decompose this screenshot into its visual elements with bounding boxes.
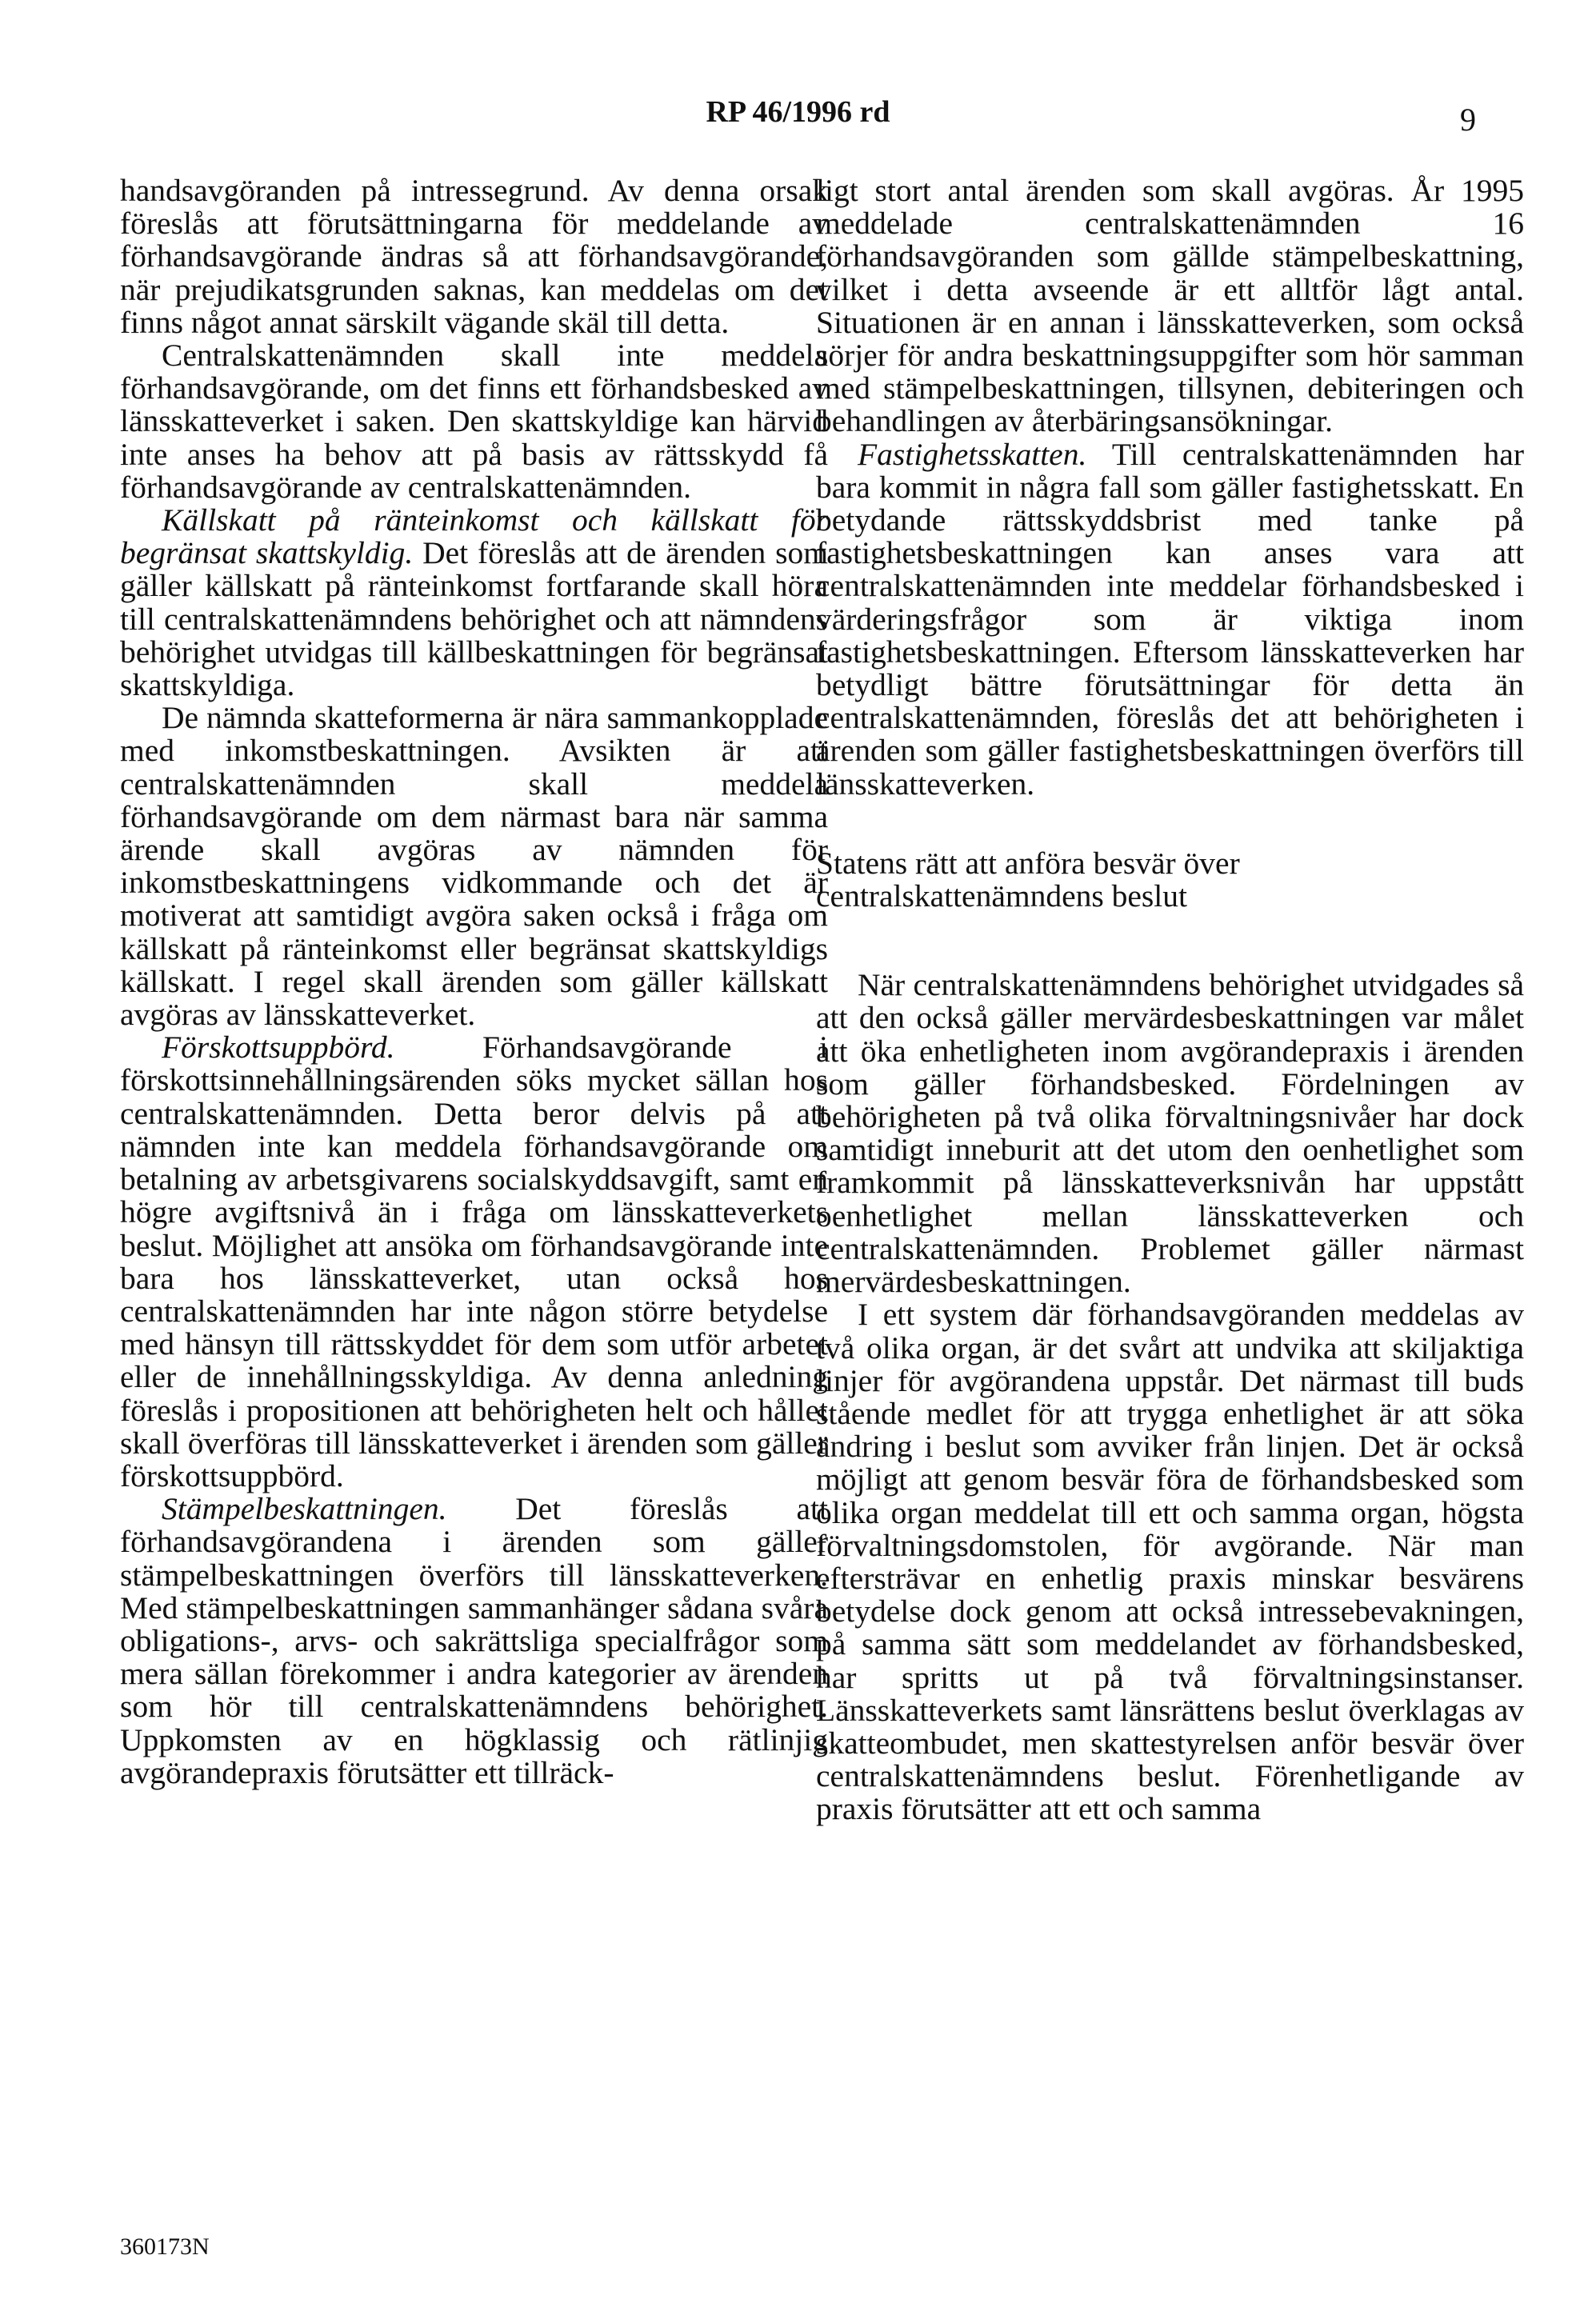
paragraph: Centralskattenämnden skall inte meddela förhandsavgörande, om det finns ett förhandsbesked av länsskatteverket i saken. Den skattskyldige kan härvid inte anses ha behov att på basis av rättsskydd få förhandsavgörande av centralskattenämnden. bbox=[120, 338, 828, 505]
paragraph-body: Förhandsavgörande i förskottsinnehållningsärenden söks mycket sällan hos centralskattenämnden. Detta beror delvis på att nämnden inte kan meddela förhandsavgörande om betalning av arbetsgivarens socialskyddsavgift, samt en högre avgiftsnivå än i fråga om länsskatteverkets beslut. Möjlighet att ansöka om förhandsavgörande inte bara hos länsskatteverket, utan också hos centralskattenämnden har inte någon större betydelse med hänsyn till rättsskyddet för dem som utför arbetet eller de innehållningsskyldiga. Av denna anledning föreslås i propositionen att behörigheten helt och hållet skall överföras till länsskatteverket i ärenden som gäller förskottsuppbörd. bbox=[120, 1030, 828, 1493]
left-column bbox=[120, 174, 828, 1789]
paragraph: handsavgöranden på intressegrund. Av denna orsak föreslås att förutsättningarna för meddelande av förhandsavgörande ändras så att förhandsavgörande, när prejudikatsgrunden saknas, kan meddelas om det finns något annat särskilt vägande skäl till detta. bbox=[120, 173, 828, 340]
section-heading: Statens rätt att anföra besvär över centralskattenämndens beslut bbox=[816, 845, 1240, 914]
paragraph: När centralskattenämndens behörighet utvidgades så att den också gäller mervärdesbeskattningen var målet att öka enhetligheten inom avgörandepraxis i ärenden som gäller förhandsbesked. Fördelningen av behörigheten på två olika förvaltningsnivåer har dock samtidigt inneburit att det utom den oenhetlighet som framkommit på länsskatteverksnivån har uppstått oenhetlighet mellan länsskatteverken och centralskattenämnden. Problemet gäller närmast mervärdesbeskattningen. bbox=[816, 967, 1524, 1300]
paragraph: I ett system där förhandsavgöranden meddelas av två olika organ, är det svårt att undvika att skiljaktiga linjer för avgörandena uppstår. Det närmast till buds stående medlet för att trygga enhetlighet är att söka ändring i beslut som avviker från linjen. Det är också möjligt att genom besvär föra de förhandsbesked som olika organ meddelat till ett och samma organ, högsta förvaltningsdomstolen, för avgörande. När man eftersträvar en enhetlig praxis minskar besvärens betydelse dock genom att också intressebevakningen, på samma sätt som meddelandet av förhandsbesked, har spritts ut på två förvaltningsinstanser. Länsskatteverkets samt länsrättens beslut överklagas av skatteombudet, men skattestyrelsen anför besvär över centralskattenämndens beslut. Förenhetligande av praxis förutsätter att ett och samma bbox=[816, 1297, 1524, 1827]
paragraph bbox=[816, 438, 1524, 801]
paragraph-lead: Källskatt på ränteinkomst och källskatt för begränsat skattskyldig. bbox=[120, 502, 828, 571]
paragraph-body: Till centralskattenämnden har bara kommit in några fall som gäller fastighetsskatt. En betydande rättsskyddsbrist med tanke på fastighetsbeskattningen kan anses vara att centralskattenämnden inte meddelar förhandsbesked i värderingsfrågor som är viktiga inom fastighetsbeskattningen. Eftersom länsskatteverken har betydligt bättre förutsättningar för detta än centralskattenämnden, föreslås det att behörigheten i ärenden som gäller fastighetsbeskattningen överförs till länsskatteverken. bbox=[816, 436, 1524, 802]
print-code: 360173N bbox=[120, 2233, 210, 2260]
page-number: 9 bbox=[1460, 102, 1476, 138]
paragraph-lead: Stämpelbeskattningen. bbox=[162, 1491, 447, 1527]
paragraph bbox=[120, 504, 828, 702]
page-header bbox=[0, 94, 1596, 142]
paragraph: De nämnda skatteformerna är nära sammankopplade med inkomstbeskattningen. Avsikten är att centralskattenämnden skall meddela förhandsavgörande om dem närmast bara när samma ärende skall avgöras av nämnden för inkomstbeskattningens vidkommande och det är motiverat att samtidigt avgöra saken också i fråga om källskatt på ränteinkomst eller begränsat skattskyldigs källskatt. I regel skall ärenden som gäller källskatt avgöras av länsskatteverket. bbox=[120, 700, 828, 1033]
paragraph bbox=[120, 1493, 828, 1789]
paragraph-body: Det föreslås att förhandsavgörandena i ärenden som gäller stämpelbeskattningen överförs till länsskatteverken. Med stämpelbeskattningen sammanhänger sådana svåra obligations-, arvs- och sakrättsliga specialfrågor som mera sällan förekommer i andra kategorier av ärenden som hör till centralskattenämndens behörighet. Uppkomsten av en högklassig och rätlinjig avgörandepraxis förutsätter ett tillräck- bbox=[120, 1491, 828, 1790]
paragraph: ligt stort antal ärenden som skall avgöras. År 1995 meddelade centralskattenämnden 16 förhandsavgöranden som gällde stämpelbeskattning, vilket i detta avseende är ett alltför lågt antal. Situationen är en annan i länsskatteverken, som också sörjer för andra beskattningsuppgifter som hör samman med stämpelbeskattningen, tillsynen, debiteringen och behandlingen av återbäringsansökningar. bbox=[816, 173, 1524, 439]
document-reference: RP 46/1996 rd bbox=[706, 95, 890, 129]
right-column bbox=[816, 174, 1524, 1826]
paragraph-lead: Förskottsuppbörd. bbox=[162, 1030, 395, 1066]
paragraph-body: Det föreslås att de ärenden som gäller källskatt på ränteinkomst fortfarande skall höra till centralskattenämndens behörighet och att nämndens behörighet utvidgas till källbeskattningen för begränsat skattskyldiga. bbox=[120, 535, 828, 703]
paragraph-lead: Fastighetsskatten. bbox=[858, 436, 1087, 472]
paragraph bbox=[120, 1031, 828, 1493]
